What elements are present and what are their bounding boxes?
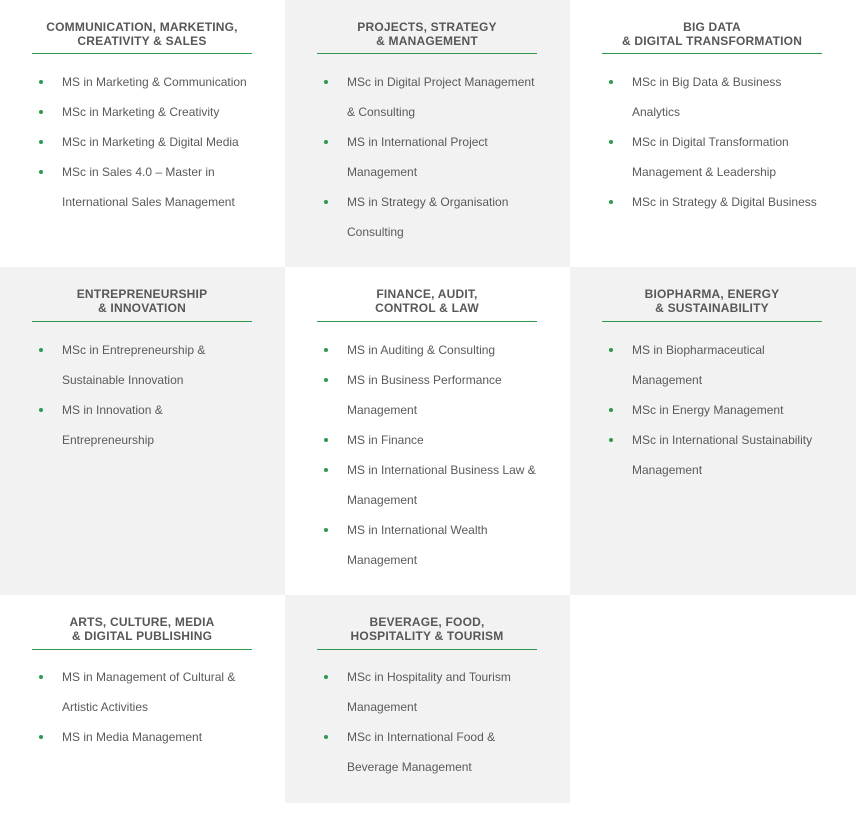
category-title: BEVERAGE, FOOD, HOSPITALITY & TOURISM	[350, 615, 504, 643]
bullet-icon	[609, 140, 613, 144]
program-list	[32, 335, 257, 455]
title-underline	[602, 321, 822, 322]
program-link[interactable]: MSc in Sales 4.0 – Master in International Sales Management	[32, 157, 257, 217]
program-link[interactable]: MS in Business Performance Management	[317, 365, 542, 425]
category-title: BIOPHARMA, ENERGY & SUSTAINABILITY	[644, 287, 780, 315]
program-link[interactable]: MS in Media Management	[32, 722, 257, 752]
program-link[interactable]: MS in Innovation & Entrepreneurship	[32, 395, 257, 455]
category-card-big-data	[570, 0, 856, 267]
category-title: BIG DATA & DIGITAL TRANSFORMATION	[621, 20, 803, 48]
program-link[interactable]: MSc in Hospitality and Tourism Management	[317, 662, 542, 722]
program-list	[32, 67, 257, 217]
category-title: COMMUNICATION, MARKETING, CREATIVITY & SALES	[46, 20, 238, 48]
category-title: ARTS, CULTURE, MEDIA & DIGITAL PUBLISHING	[69, 615, 215, 643]
program-list	[602, 335, 827, 485]
category-card-finance	[285, 267, 570, 595]
program-link[interactable]: MS in Auditing & Consulting	[317, 335, 542, 365]
bullet-icon	[39, 170, 43, 174]
bullet-icon	[324, 378, 328, 382]
bullet-icon	[609, 348, 613, 352]
category-card-projects	[285, 0, 570, 267]
program-link[interactable]: MS in International Project Management	[317, 127, 542, 187]
bullet-icon	[39, 140, 43, 144]
category-title: FINANCE, AUDIT, CONTROL & LAW	[375, 287, 479, 315]
category-card-arts	[0, 595, 285, 803]
program-link[interactable]: MS in Finance	[317, 425, 542, 455]
bullet-icon	[39, 408, 43, 412]
program-link[interactable]: MS in Strategy & Organisation Consulting	[317, 187, 542, 247]
program-list	[317, 662, 542, 782]
title-underline	[317, 649, 537, 650]
bullet-icon	[39, 348, 43, 352]
category-card-beverage	[285, 595, 570, 803]
title-underline	[317, 53, 537, 54]
program-link[interactable]: MS in International Business Law & Management	[317, 455, 542, 515]
program-link[interactable]: MS in Management of Cultural & Artistic Activities	[32, 662, 257, 722]
bullet-icon	[324, 468, 328, 472]
bullet-icon	[324, 200, 328, 204]
bullet-icon	[39, 80, 43, 84]
bullet-icon	[324, 735, 328, 739]
category-card-biopharma	[570, 267, 856, 595]
program-list	[602, 67, 827, 217]
bullet-icon	[324, 80, 328, 84]
program-link[interactable]: MSc in Energy Management	[602, 395, 827, 425]
bullet-icon	[324, 140, 328, 144]
bullet-icon	[39, 735, 43, 739]
category-card-communication	[0, 0, 285, 267]
program-link[interactable]: MSc in Marketing & Creativity	[32, 97, 257, 127]
bullet-icon	[39, 110, 43, 114]
bullet-icon	[39, 675, 43, 679]
program-link[interactable]: MS in International Wealth Management	[317, 515, 542, 575]
program-link[interactable]: MSc in Entrepreneurship & Sustainable Innovation	[32, 335, 257, 395]
program-link[interactable]: MSc in Big Data & Business Analytics	[602, 67, 827, 127]
title-underline	[32, 649, 252, 650]
category-title: PROJECTS, STRATEGY & MANAGEMENT	[357, 20, 497, 48]
category-card-entrepreneurship	[0, 267, 285, 595]
bullet-icon	[324, 528, 328, 532]
program-link[interactable]: MSc in Digital Transformation Management & Leadership	[602, 127, 827, 187]
title-underline	[602, 53, 822, 54]
program-link[interactable]: MSc in Digital Project Management & Consulting	[317, 67, 542, 127]
title-underline	[32, 321, 252, 322]
bullet-icon	[609, 200, 613, 204]
program-link[interactable]: MS in Biopharmaceutical Management	[602, 335, 827, 395]
bullet-icon	[324, 438, 328, 442]
bullet-icon	[324, 675, 328, 679]
program-list	[32, 662, 257, 752]
program-list	[317, 335, 542, 575]
bullet-icon	[324, 348, 328, 352]
program-link[interactable]: MSc in Strategy & Digital Business	[602, 187, 827, 217]
category-title: ENTREPRENEURSHIP & INNOVATION	[76, 287, 208, 315]
program-list	[317, 67, 542, 247]
bullet-icon	[609, 408, 613, 412]
program-link[interactable]: MSc in International Food & Beverage Management	[317, 722, 542, 782]
title-underline	[317, 321, 537, 322]
title-underline	[32, 53, 252, 54]
program-link[interactable]: MSc in Marketing & Digital Media	[32, 127, 257, 157]
bullet-icon	[609, 80, 613, 84]
program-link[interactable]: MSc in International Sustainability Management	[602, 425, 827, 485]
program-link[interactable]: MS in Marketing & Communication	[32, 67, 257, 97]
bullet-icon	[609, 438, 613, 442]
